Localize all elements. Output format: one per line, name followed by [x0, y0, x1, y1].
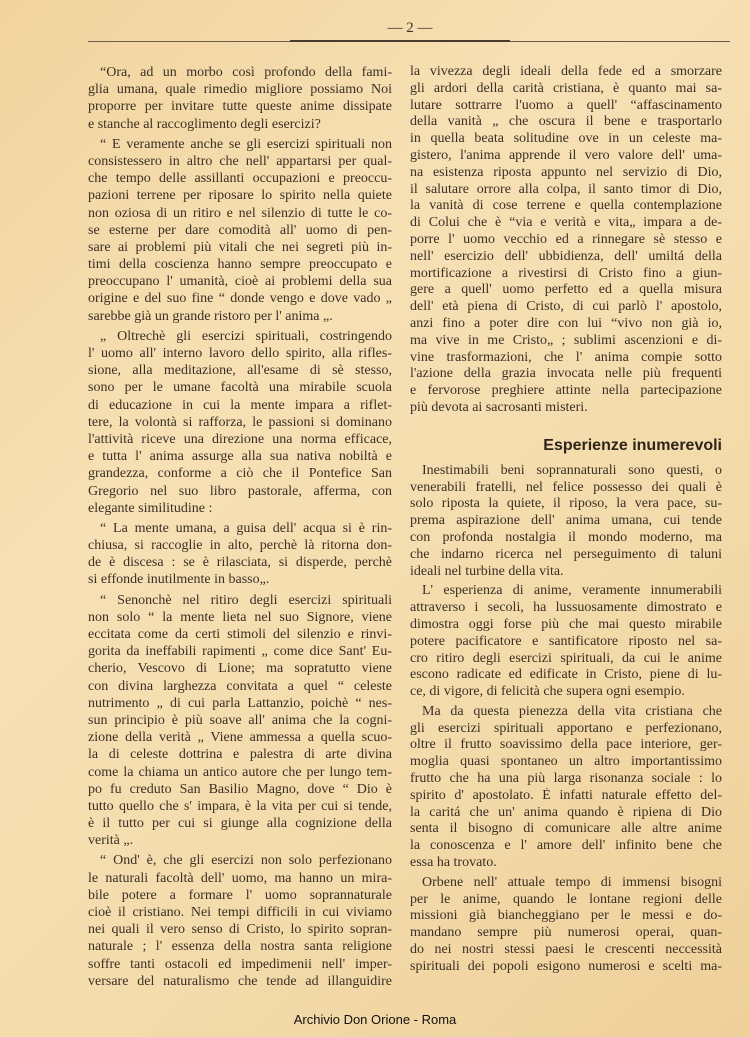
text-line: della vanità „ che oscura il bene e trasportarlo: [410, 114, 722, 130]
text-line: con divina larghezza convitata a quel “ celeste: [88, 678, 392, 694]
text-line: solo riposta la quiete, il riposo, la vera pace, su-: [410, 496, 722, 512]
text-line: l' uomo all' interno lavoro dello spirito, alla rifles-: [88, 346, 392, 361]
text-line: mandano sempre più numerosi operai, quan-: [410, 925, 722, 941]
page-number: — 2 —: [387, 20, 433, 36]
text-line: preoccupano l' umanità, cioè ai problemi della sua: [88, 274, 392, 290]
text-line: la caritá che un' anima quando è ripiena di Dio: [410, 804, 722, 820]
text-line: e stanche al raccoglimento degli esercizi?: [88, 116, 321, 132]
text-line: Inestimabili beni soprannaturali sono questi, o: [422, 462, 722, 478]
text-line: “ Senonchè nel ritiro degli esercizi spirituali: [100, 592, 392, 608]
text-line: se esterne per dare comodità all' uomo di pen-: [88, 222, 392, 238]
section-heading: Esperienze inumerevoli: [543, 436, 722, 454]
text-line: vine trasformazioni, che l' anima compie sotto: [410, 349, 722, 365]
text-line: senta il bisogno di comunicare alle altre anime: [410, 821, 722, 837]
paragraph: [410, 583, 722, 701]
text-line: la di celeste dottrina e palestra di arte divina: [88, 747, 392, 763]
text-line: “Ora, ad un morbo così profondo della fami-: [100, 65, 392, 80]
text-line: moglia quasi spontaneo un altro importantissimo: [410, 754, 722, 770]
text-line: con profonda nostalgia il mondo moderno, ma: [410, 529, 722, 545]
text-line: si effonde inutilmente in basso„.: [88, 572, 270, 588]
text-line: “ Ond' è, che gli esercizi non solo perfezionano: [100, 853, 392, 869]
text-line: la vanità di cose terrene e quella contemplazione: [410, 198, 722, 214]
text-line: e tutta l' anima assurge alla sua nativa nobiltà e: [88, 449, 392, 465]
text-line: nutrimento „ di cui parla Lattanzio, poichè “ nes-: [88, 695, 392, 711]
text-line: è il tutto per cui si giunge alla cognizione della: [88, 816, 392, 832]
header-rule-center: [290, 40, 510, 42]
text-line: na esistenza riposta appunto nel servizio di Dio,: [410, 164, 722, 180]
text-line: naturale ; l' essenza della nostra santa religione: [88, 939, 392, 955]
text-line: ma vive in me Cristo„ ; sublimi ascenzioni e di-: [410, 332, 722, 348]
text-line: zione della verità „ Viene ammessa a quella scuo-: [88, 730, 392, 746]
text-line: oltre il frutto soavissimo della pace interiore, ger-: [410, 737, 722, 753]
text-line: ideali nel turbine della vita.: [410, 563, 564, 579]
text-line: gere a quell' uomo perfetto ed a quella misura: [410, 282, 722, 298]
text-line: ce, di vigore, di felicità che supera ogni esempio.: [410, 684, 685, 700]
left-column: [88, 64, 392, 993]
text-line: frutto che ha una più larga risonanza sociale : lo: [410, 771, 722, 787]
text-line: Gregorio nel suo libro pastorale, afferma, con: [88, 483, 392, 499]
text-line: essa ha trovato.: [410, 855, 497, 871]
text-line: che indarno ricerca nel perseguimento di taluni: [410, 546, 722, 562]
text-line: de è discesa : se è rilasciata, si disperde, perchè: [88, 555, 392, 571]
text-line: L' esperienza di anime, veramente innumerabili: [422, 583, 722, 599]
text-line: la conoscenza e l' amore dell' infinito bene che: [410, 838, 722, 854]
text-line: versare del naturalismo che tende ad illanguidire: [88, 973, 392, 989]
text-line: di Colui che è “via e verità e vita„ impara a de-: [410, 215, 722, 231]
text-line: glia umana, quale rimedio migliore possiamo Noi: [88, 82, 392, 98]
text-line: dimostra oggi forse più che mai questo mirabile: [410, 616, 722, 632]
text-line: nei quali il vero senso di Cristo, lo spirito sopran-: [88, 922, 392, 938]
text-line: sare ai problemi più vitali che nei segreti più in-: [88, 239, 392, 255]
paragraph: [88, 520, 392, 589]
text-line: di educazione in cui la mente impara a riflet-: [88, 397, 392, 413]
text-line: nell' esercizio dell' ubbidienza, dell' umiltá della: [410, 248, 722, 264]
text-line: tere, la volontà si rafforza, le passioni si dominano: [88, 414, 392, 430]
text-line: dell' età piena di Cristo, di cui parlò l' apostolo,: [410, 299, 722, 315]
text-line: come la chiama un antico autore che per lungo tem-: [88, 764, 392, 780]
text-line: e fervorose preghiere attinte nella partecipazione: [410, 383, 722, 399]
text-line: cherio, Vescovo di Lione; ma sopratutto viene: [88, 661, 392, 677]
text-line: le naturali facoltà dell' uomo, ma hanno un mira-: [88, 870, 392, 886]
text-line: gli esercizi spirituali apportano e perfezionano,: [410, 720, 722, 736]
text-line: l'azione della grazia invocata nelle più frequenti: [410, 366, 722, 382]
text-line: eccitata come da certi stimoli del silenzio e rinvi-: [88, 627, 392, 642]
paragraph: [88, 852, 392, 990]
text-line: non oziosa di un ritiro e nel silenzio di tutte le co-: [88, 205, 392, 221]
text-line: chiusa, si raccoglie in alto, perchè là ritorna don-: [88, 538, 392, 554]
text-line: escono radicate ed edificate in Cristo, piene di lu-: [410, 667, 722, 683]
paragraph: [410, 875, 722, 976]
text-line: la vivezza degli ideali della fede ed a smorzare: [410, 64, 722, 79]
archive-footer: Archivio Don Orione - Roma: [293, 1012, 457, 1027]
text-line: missioni già biancheggiano per le messi e do-: [410, 908, 722, 924]
text-line: sarebbe già un grande ristoro per l' anima „.: [88, 308, 333, 324]
text-line: più devota ai sacrosanti misteri.: [410, 399, 588, 415]
paragraph: [88, 328, 392, 517]
text-line: gorita da ineffabili rapimenti „ come dice Sant' Eu-: [88, 644, 392, 660]
paragraph: [88, 592, 392, 850]
text-line: che tempo delle assillanti occupazioni e preoccu-: [88, 171, 392, 187]
text-line: mortificazione a rivestirsi di Cristo fino a giun-: [410, 265, 722, 281]
text-line: sione, alla meditazione, all'esame di sè stesso,: [88, 363, 392, 379]
text-line: attraverso i secoli, ha lussuosamente dimostrato e: [410, 600, 722, 616]
text-line: „ Oltrechè gli esercizi spirituali, costringendo: [100, 328, 392, 344]
text-line: cioè il cristiano. Nei tempi difficili in cui viviamo: [88, 905, 392, 920]
text-line: sono per le umane facoltà una mirabile scuola: [88, 380, 392, 396]
text-line: spirito d' apostolato. È infatti naturale effetto del-: [410, 787, 722, 803]
paragraph: [410, 704, 722, 872]
text-line: potere pacificatore e santificatore riposto nel sa-: [410, 633, 722, 649]
text-line: origine e del suo fine “ donde vengo e dove vado „: [88, 291, 392, 307]
text-line: cro ritiro degli esercizi spirituali, da cui le anime: [410, 650, 722, 666]
text-line: spirituali dei popoli esigono numerosi e scelti ma-: [410, 958, 722, 974]
paragraph: [88, 136, 392, 325]
text-line: bile potere a formare l' uomo soprannaturale: [88, 887, 392, 903]
paragraph: [410, 64, 722, 417]
text-line: l'attività riceve una direzione una norma efficace,: [88, 431, 392, 447]
text-line: verità „.: [88, 833, 134, 849]
text-line: grandezza, conforme a ciò che il Pontefice San: [88, 466, 392, 482]
text-line: per le anime, quando le lontane regioni delle: [410, 891, 722, 907]
text-line: prema aspirazione dell' anima umana, cui tende: [410, 513, 722, 529]
text-line: “ La mente umana, a guisa dell' acqua si è rin-: [100, 520, 392, 536]
text-line: porre l' uomo vecchio ed a rinnegare sè stesso e: [410, 231, 722, 247]
paragraph: [88, 64, 392, 133]
text-line: non solo “ la mente lieta nel suo Signore, viene: [88, 609, 392, 625]
text-line: do nei nostri stessi paesi le crescenti neccessità: [410, 942, 722, 958]
text-line: timi della coscienza hanno sempre preoccupato e: [88, 257, 392, 273]
text-line: consistessero in altro che nell' appartarsi per qual-: [88, 153, 392, 169]
text-line: in quella beata solitudine ove in un celeste ma-: [410, 131, 722, 147]
paragraph: [410, 463, 722, 581]
text-line: Ma da questa pienezza della vita cristiana che: [422, 703, 722, 719]
text-line: lutare sottrarre l'uomo a quell' “affascinamento: [410, 97, 722, 113]
text-line: venerabili fratelli, nel felice possesso dei quali è: [410, 479, 722, 495]
text-line: anzi fino a poter dire con lui “vivo non già io,: [410, 315, 722, 331]
right-column: [410, 64, 722, 979]
text-line: Orbene nell' attuale tempo di immensi bisogni: [422, 874, 722, 890]
text-line: gli ardori della carità cristiana, è quanto mai sa-: [410, 80, 722, 96]
text-line: elegante similitudine :: [88, 500, 213, 516]
text-line: “ E veramente anche se gli esercizi spirituali non: [100, 136, 392, 152]
text-line: sun principio è più soave all' anima che la cogni-: [88, 712, 392, 728]
text-line: po fu creduto San Basilio Magno, dove “ Dio è: [88, 781, 392, 797]
text-line: soffre tanti ostacoli ed impedimenii nell' imper-: [88, 956, 392, 972]
text-line: il salutare orrore alla colpa, il santo timor di Dio,: [410, 181, 722, 197]
text-line: proporre per invitare tutte queste anime dissipate: [88, 99, 392, 115]
text-line: gistero, l'anima apprende il vero valore dell' uma-: [410, 147, 722, 163]
text-line: tutto quello che s' impara, è la vita per cui si tende,: [88, 798, 392, 814]
text-line: pazioni terrene per riposare lo spirito nella quiete: [88, 188, 392, 204]
